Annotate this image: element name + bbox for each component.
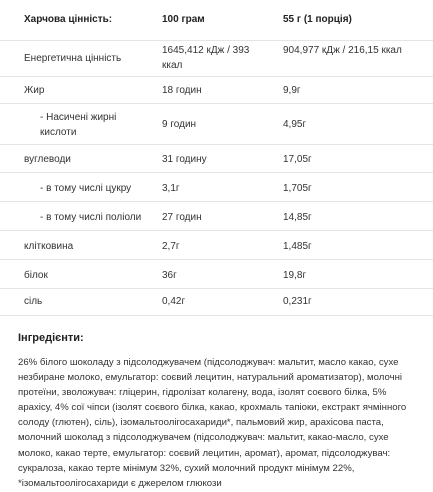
nutrient-name: білок [24, 270, 48, 281]
value-per-100g: 18 годин [162, 85, 202, 96]
value-per-100g: 2,7г [162, 241, 180, 252]
value-per-100g: 36г [162, 270, 177, 281]
table-row [0, 202, 433, 231]
value-per-serving: 1,485г [283, 241, 312, 252]
ingredients-text: 26% білого шоколаду з підсолоджувачем (підсолоджувач: мальтит, масло какао, сухе незбиране молоко, емульгатор: соєвий лецитин, натуральний ароматизатор), молочні протеїни, зволожувач: гліцерин, гідролізат колагену, вода, ізолят соєвого білка, 5% арахісу, 4% сої чіпси (ізолят соєвого білка, какао, крохмаль тапіоки, екстракт ячмінного солоду (глютен), сіль), ізомальтоолігосахариди*, пальмовий жир, арахісова паста, молочний шоколад з підсолоджувачем (підсолоджувач: мальтит, какао-масло, сухе молоко, какао терте, емульгатор: соєвий лецитин, аромат), аромат, підсолоджувач: сукралоза, какао терте мінімум 32%, сухий молочний продукт мінімум 22%, *ізомальтоолігосахариди є джерелом глюкози [18, 357, 407, 489]
table-row [0, 77, 433, 104]
nutrient-name: - в тому числі цукру [40, 183, 132, 194]
nutrient-name: клітковина [24, 241, 74, 252]
ingredients-section [18, 331, 418, 491]
table-row [0, 41, 433, 77]
value-per-serving: 0,231г [283, 296, 312, 307]
value-per-serving: 1,705г [283, 183, 312, 194]
table-row [0, 104, 433, 145]
header-per-100g: 100 грам [162, 14, 205, 25]
table-row [0, 231, 433, 260]
value-per-100g: 9 годин [162, 119, 197, 130]
value-per-100g: 0,42г [162, 296, 186, 307]
header-nutrition: Харчова цінність: [24, 14, 113, 25]
table-header-row [0, 0, 433, 41]
nutrient-name: вуглеводи [24, 154, 71, 165]
value-per-serving: 9,9г [283, 85, 301, 96]
table-row [0, 289, 433, 316]
value-per-serving: 14,85г [283, 212, 312, 223]
value-per-serving: 19,8г [283, 270, 307, 281]
nutrient-name: - Насичені жирні кислоти [40, 112, 117, 138]
ingredients-title: Інгредієнти: [18, 332, 84, 344]
table-row [0, 260, 433, 289]
value-per-100g: 27 годин [162, 212, 202, 223]
value-per-serving: 17,05г [283, 154, 312, 165]
table-row [0, 173, 433, 202]
value-per-100g: 1645,412 кДж / 393 ккал [162, 45, 250, 71]
nutrient-name: сіль [24, 296, 43, 307]
header-per-serving: 55 г (1 порція) [283, 14, 352, 25]
value-per-100g: 31 годину [162, 154, 207, 165]
nutrient-name: - в тому числі поліоли [40, 212, 142, 223]
value-per-serving: 904,977 кДж / 216,15 ккал [283, 45, 402, 56]
nutrient-name: Енергетична цінність [24, 53, 122, 64]
value-per-100g: 3,1г [162, 183, 180, 194]
table-row [0, 145, 433, 173]
value-per-serving: 4,95г [283, 119, 307, 130]
nutrient-name: Жир [24, 85, 45, 96]
